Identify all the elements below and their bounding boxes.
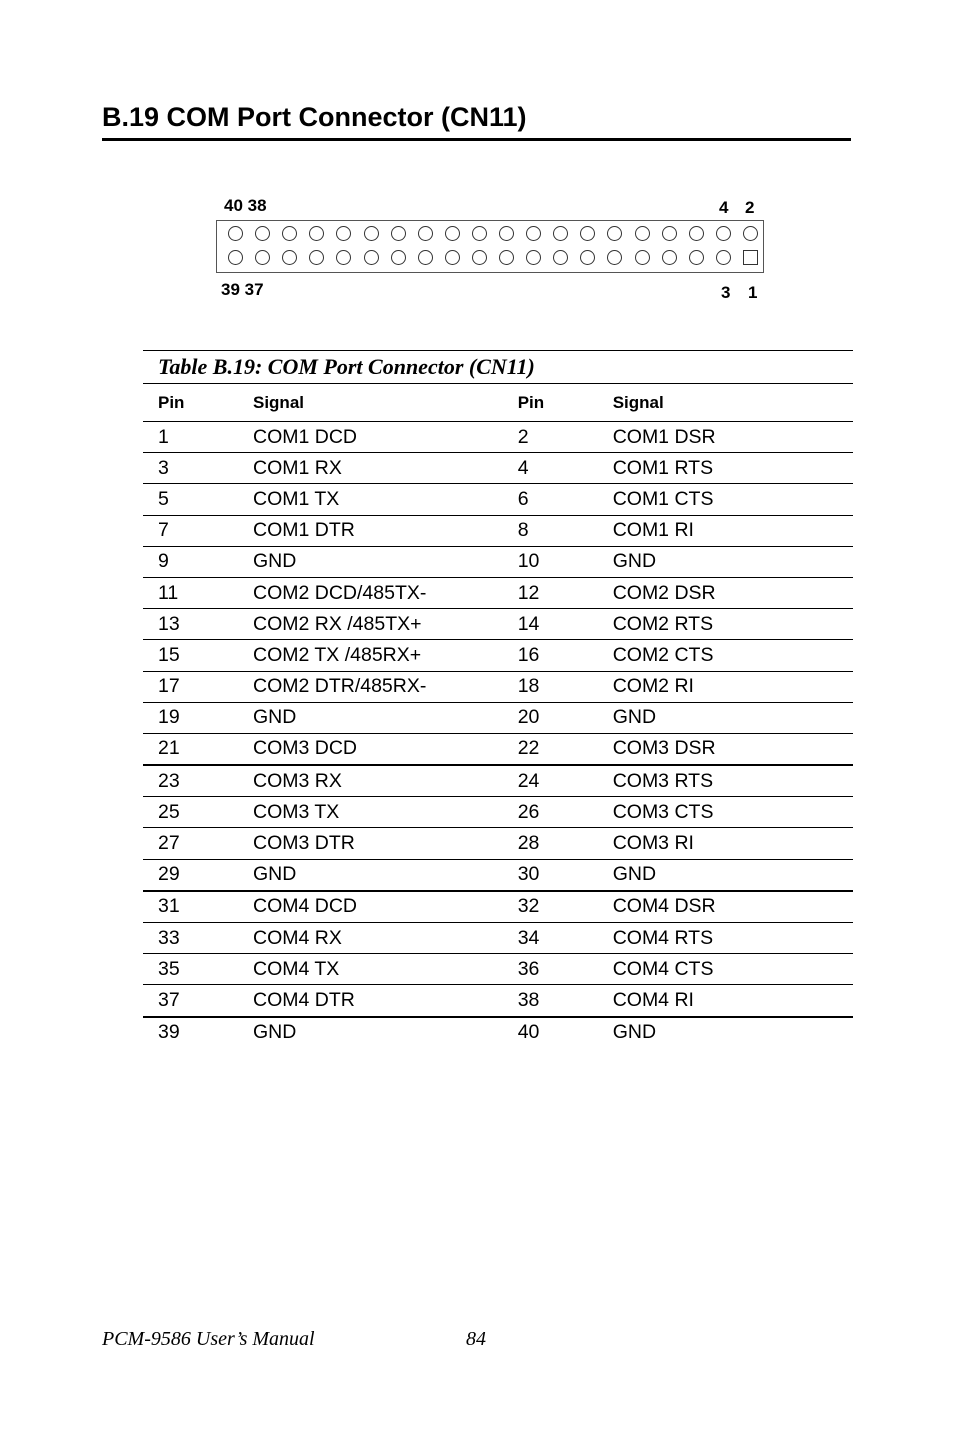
connector-pin xyxy=(499,250,514,265)
signal-cell: COM1 TX xyxy=(238,484,503,515)
table-row xyxy=(143,828,853,859)
connector-pin xyxy=(255,226,270,241)
signal-cell: GND xyxy=(252,1021,297,1044)
signal-cell: COM1 DTR xyxy=(238,515,503,546)
connector-pin xyxy=(743,226,758,241)
table-row xyxy=(143,671,853,702)
table-row xyxy=(143,1017,853,1048)
pin-1-square xyxy=(743,250,758,265)
pin-label-4: 4 xyxy=(719,198,729,217)
connector-pin xyxy=(472,226,487,241)
connector-pin xyxy=(635,226,650,241)
connector-pin xyxy=(553,250,568,265)
connector-pin xyxy=(309,250,324,265)
pin-cell: 12 xyxy=(503,577,598,608)
signal-cell: COM1 RX xyxy=(238,453,503,484)
table-row xyxy=(143,453,853,484)
pin-cell: 35 xyxy=(143,954,238,985)
pin-cell: 15 xyxy=(143,640,238,671)
connector-pin xyxy=(445,250,460,265)
pin-cell: 40 xyxy=(517,1021,540,1044)
connector-pin xyxy=(282,226,297,241)
table-caption: Table B.19: COM Port Connector (CN11) xyxy=(143,350,853,384)
signal-cell: COM2 TX /485RX+ xyxy=(238,640,503,671)
connector-pin xyxy=(282,250,297,265)
pin-cell: 5 xyxy=(143,484,238,515)
connector-pin xyxy=(716,250,731,265)
signal-cell: COM3 TX xyxy=(238,797,503,828)
pin-cell: 4 xyxy=(503,453,598,484)
pin-cell: 17 xyxy=(143,671,238,702)
header-signal: Signal xyxy=(598,384,853,422)
signal-cell: GND xyxy=(598,546,853,577)
header-signal: Signal xyxy=(238,384,503,422)
signal-cell: COM2 RX /485TX+ xyxy=(238,609,503,640)
connector-pin xyxy=(391,226,406,241)
connector-pin xyxy=(418,250,433,265)
pin-cell: 9 xyxy=(143,546,238,577)
signal-cell: COM1 RI xyxy=(598,515,853,546)
signal-cell: COM4 DCD xyxy=(238,891,503,923)
signal-cell: COM3 RI xyxy=(598,828,853,859)
connector-diagram xyxy=(214,194,774,306)
signal-cell: GND xyxy=(612,1021,657,1044)
table-row xyxy=(143,954,853,985)
connector-pin xyxy=(526,250,541,265)
signal-cell: COM3 RTS xyxy=(598,765,853,797)
pin-cell: 6 xyxy=(503,484,598,515)
footer-page-number: 84 xyxy=(466,1328,486,1350)
connector-pin xyxy=(228,226,243,241)
pin-label-39-37: 39 37 xyxy=(221,280,264,299)
table-row xyxy=(143,859,853,891)
signal-cell: COM4 RX xyxy=(238,923,503,954)
signal-cell: GND xyxy=(238,702,503,733)
connector-pin xyxy=(391,250,406,265)
pin-cell: 29 xyxy=(143,859,238,891)
pin-cell: 1 xyxy=(143,422,238,453)
pin-label-1: 1 xyxy=(748,283,758,302)
table-row xyxy=(143,891,853,923)
pin-cell: 16 xyxy=(503,640,598,671)
pin-cell: 21 xyxy=(143,733,238,765)
table-row xyxy=(143,640,853,671)
pin-label-40-38: 40 38 xyxy=(224,196,267,215)
pin-cell: 38 xyxy=(503,985,598,1017)
pin-assignment-table xyxy=(143,350,853,1048)
signal-cell: COM4 CTS xyxy=(598,954,853,985)
signal-cell: GND xyxy=(238,859,503,891)
pin-cell: 25 xyxy=(143,797,238,828)
connector-pin xyxy=(472,250,487,265)
table-row xyxy=(143,985,853,1017)
connector-pin xyxy=(716,226,731,241)
signal-cell: COM3 DSR xyxy=(598,733,853,765)
pin-header-outline xyxy=(216,220,764,273)
connector-pin xyxy=(689,226,704,241)
signal-cell: COM2 RI xyxy=(598,671,853,702)
pin-cell: 39 xyxy=(158,1021,180,1044)
pin-cell: 11 xyxy=(143,577,238,608)
table-row xyxy=(143,484,853,515)
pin-cell: 22 xyxy=(503,733,598,765)
section-heading: B.19 COM Port Connector (CN11) xyxy=(102,100,851,141)
connector-pin xyxy=(336,250,351,265)
pin-cell: 30 xyxy=(503,859,598,891)
connector-pin xyxy=(526,226,541,241)
pin-cell: 3 xyxy=(143,453,238,484)
pin-cell: 27 xyxy=(143,828,238,859)
pin-cell: 24 xyxy=(503,765,598,797)
header-pin: Pin xyxy=(503,384,598,422)
pin-cell: 32 xyxy=(503,891,598,923)
table-row xyxy=(143,546,853,577)
signal-cell: COM4 RTS xyxy=(598,923,853,954)
pin-cell: 7 xyxy=(143,515,238,546)
table-row xyxy=(143,765,853,797)
connector-pin xyxy=(364,226,379,241)
connector-pin xyxy=(662,250,677,265)
connector-pin xyxy=(418,226,433,241)
table-row xyxy=(143,923,853,954)
signal-cell: COM2 DCD/485TX- xyxy=(238,577,503,608)
signal-cell: GND xyxy=(598,702,853,733)
connector-pin xyxy=(364,250,379,265)
connector-pin xyxy=(445,226,460,241)
connector-pin xyxy=(635,250,650,265)
signal-cell: COM4 TX xyxy=(238,954,503,985)
pin-cell: 23 xyxy=(143,765,238,797)
table-row xyxy=(143,515,853,546)
pin-cell: 36 xyxy=(503,954,598,985)
connector-pin xyxy=(662,226,677,241)
signal-cell: COM3 DTR xyxy=(238,828,503,859)
pin-cell: 37 xyxy=(143,985,238,1017)
pin-cell: 18 xyxy=(503,671,598,702)
signal-cell: COM4 DTR xyxy=(238,985,503,1017)
signal-cell: COM1 CTS xyxy=(598,484,853,515)
signal-cell: COM1 RTS xyxy=(598,453,853,484)
pin-label-2: 2 xyxy=(745,198,755,217)
pin-cell: 8 xyxy=(503,515,598,546)
footer-manual-title: PCM-9586 User’s Manual xyxy=(102,1328,315,1350)
signal-cell: COM3 DCD xyxy=(238,733,503,765)
table-row xyxy=(143,702,853,733)
connector-pin xyxy=(255,250,270,265)
table-row xyxy=(143,422,853,453)
signal-cell: COM2 RTS xyxy=(598,609,853,640)
signal-cell: COM1 DSR xyxy=(598,422,853,453)
pin-label-3: 3 xyxy=(721,283,731,302)
signal-cell: GND xyxy=(238,546,503,577)
pin-cell: 33 xyxy=(143,923,238,954)
pin-cell: 31 xyxy=(143,891,238,923)
table-row xyxy=(143,797,853,828)
pin-cell: 10 xyxy=(503,546,598,577)
signal-cell: COM4 RI xyxy=(598,985,853,1017)
connector-pin xyxy=(689,250,704,265)
connector-pin xyxy=(553,226,568,241)
signal-cell: GND xyxy=(598,859,853,891)
connector-pin xyxy=(580,226,595,241)
table-row xyxy=(143,577,853,608)
pin-cell: 20 xyxy=(503,702,598,733)
signal-cell: COM2 CTS xyxy=(598,640,853,671)
table-row xyxy=(143,733,853,765)
connector-pin xyxy=(499,226,514,241)
connector-pin xyxy=(336,226,351,241)
connector-pin xyxy=(228,250,243,265)
signal-cell: COM2 DTR/485RX- xyxy=(238,671,503,702)
connector-pin xyxy=(580,250,595,265)
pin-cell: 13 xyxy=(143,609,238,640)
signal-cell: COM1 DCD xyxy=(238,422,503,453)
pin-cell: 14 xyxy=(503,609,598,640)
signal-cell: COM2 DSR xyxy=(598,577,853,608)
pin-cell: 28 xyxy=(503,828,598,859)
pin-cell: 19 xyxy=(143,702,238,733)
pin-cell: 34 xyxy=(503,923,598,954)
table-header-row xyxy=(143,384,853,422)
signal-cell: COM3 CTS xyxy=(598,797,853,828)
table-row xyxy=(143,609,853,640)
pin-cell: 26 xyxy=(503,797,598,828)
signal-cell: COM3 RX xyxy=(238,765,503,797)
connector-pin xyxy=(607,250,622,265)
signal-cell: COM4 DSR xyxy=(598,891,853,923)
pin-cell: 2 xyxy=(503,422,598,453)
header-pin: Pin xyxy=(143,384,238,422)
connector-pin xyxy=(309,226,324,241)
connector-pin xyxy=(607,226,622,241)
